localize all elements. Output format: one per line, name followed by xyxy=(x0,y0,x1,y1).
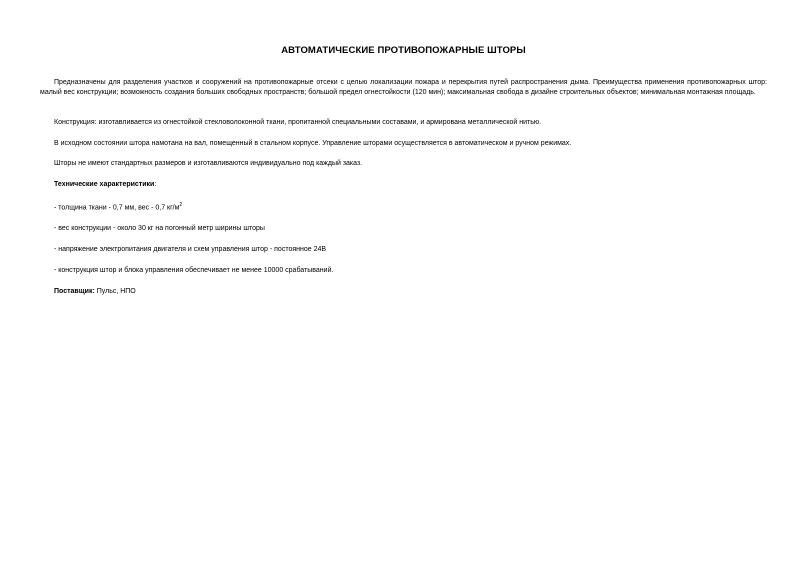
spec-item: - вес конструкции - около 30 кг на погонный метр ширины шторы xyxy=(54,225,265,232)
spec-item-text: - толщина ткани - 0,7 мм, вес - 0,7 кг/м xyxy=(54,204,180,212)
sizes-paragraph: Шторы не имеют стандартных размеров и изготавливаются индивидуально под каждый заказ. xyxy=(54,160,363,167)
supplier-value: Пульс, НПО xyxy=(94,288,136,295)
initial-state-paragraph: В исходном состоянии штора намотана на вал, помещенный в стальном корпусе. Управление шторами осуществляется в автоматическом и ручном режимах. xyxy=(54,140,572,147)
intro-paragraph: Предназначены для разделения участков и сооружений на противопожарные отсеки с целью локализации пожара и перекрытия путей распространения дыма. Преимущества применения противопожарных штор: малый вес конструкции; возможность создания больших свободных пространств; большой предел огнестойкости (120 мин); максимальная свобода в дизайне строительных объектов; минимальная монтажная площадь. xyxy=(40,79,767,96)
specs-heading-line xyxy=(54,180,767,190)
document-title: АВТОМАТИЧЕСКИЕ ПРОТИВОПОЖАРНЫЕ ШТОРЫ xyxy=(281,45,526,56)
spec-item: - конструкция штор и блока управления обеспечивает не менее 10000 срабатываний. xyxy=(54,267,334,274)
spec-item: - напряжение электропитания двигателя и схем управления штор - постоянное 24В xyxy=(54,246,327,253)
spec-unit-superscript: 2 xyxy=(179,202,183,208)
spec-item xyxy=(54,201,767,213)
supplier-line xyxy=(54,287,767,297)
supplier-label: Поставщик: xyxy=(54,288,95,295)
specs-heading-colon: : xyxy=(154,181,157,188)
specs-heading: Технические характеристики xyxy=(54,181,155,188)
construction-paragraph: Конструкция: изготавливается из огнестойкой стекловолоконной ткани, пропитанной специальными составами, и армирована металлической нитью. xyxy=(54,119,542,126)
